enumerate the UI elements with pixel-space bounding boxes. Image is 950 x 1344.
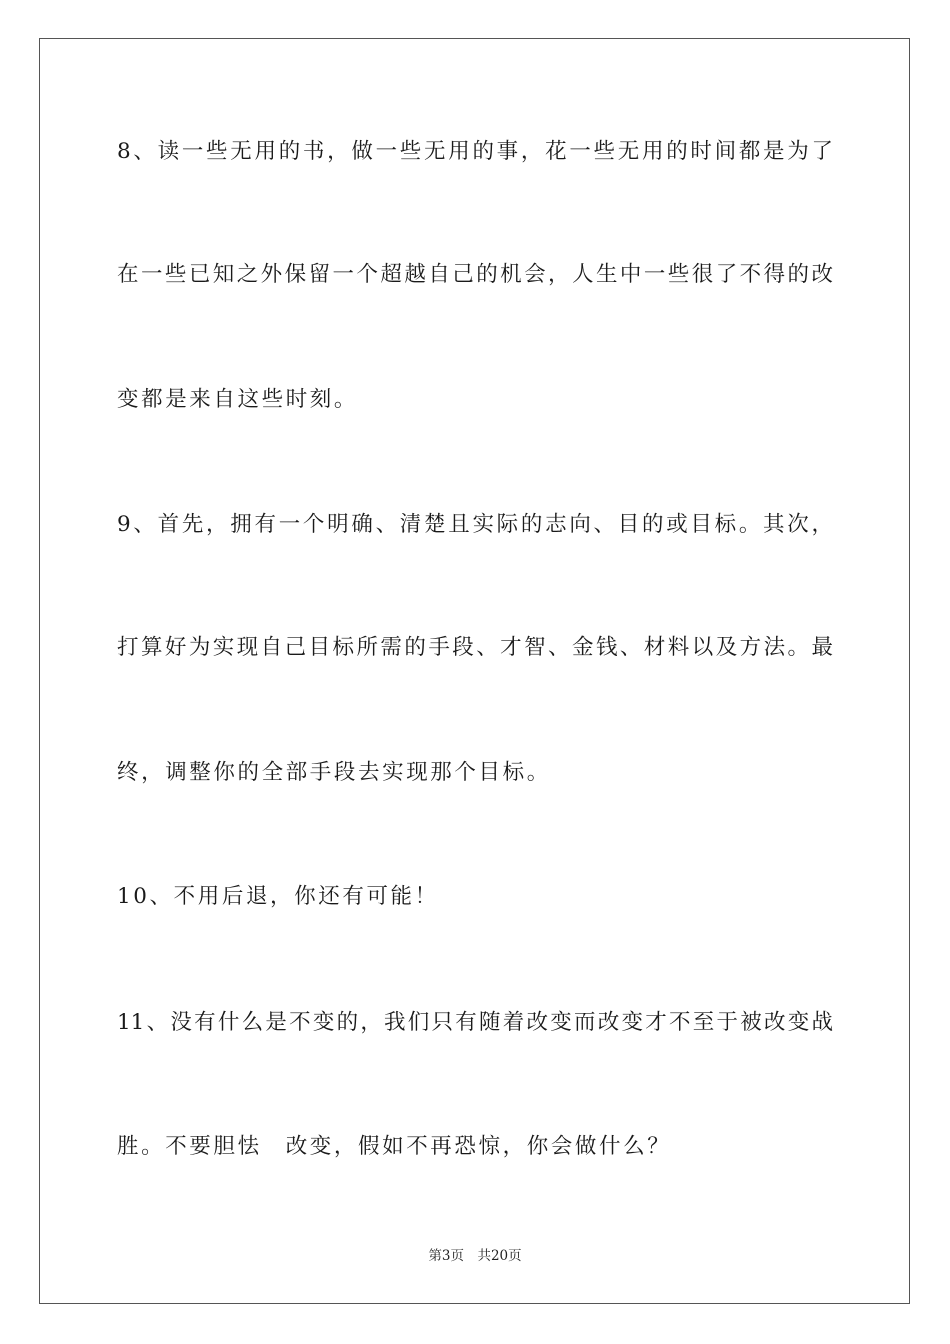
paragraph-9-line-2: 打算好为实现自己目标所需的手段、才智、金钱、材料以及方法。最 bbox=[117, 635, 833, 660]
paragraph-9-line-3: 终，调整你的全部手段去实现那个目标。 bbox=[117, 760, 551, 785]
paragraph-11-line-1: 11、没有什么是不变的，我们只有随着改变而改变才不至于被改变战 bbox=[117, 1010, 833, 1035]
paragraph-8-line-2: 在一些已知之外保留一个超越自己的机会，人生中一些很了不得的改 bbox=[117, 262, 833, 287]
paragraph-11-line-2: 胜。不要胆怯 改变，假如不再恐惊，你会做什么？ bbox=[117, 1134, 672, 1159]
paragraph-10-line-1: 10、不用后退，你还有可能！ bbox=[117, 884, 439, 909]
page-number-footer: 第3页 共20页 bbox=[428, 1248, 522, 1264]
paragraph-9-line-1: 9、首先，拥有一个明确、清楚且实际的志向、目的或目标。其次， bbox=[117, 512, 833, 537]
paragraph-8-line-1: 8、读一些无用的书，做一些无用的事，花一些无用的时间都是为了 bbox=[117, 139, 833, 164]
paragraph-8-line-3: 变都是来自这些时刻。 bbox=[117, 387, 359, 412]
page-frame bbox=[39, 38, 910, 1304]
